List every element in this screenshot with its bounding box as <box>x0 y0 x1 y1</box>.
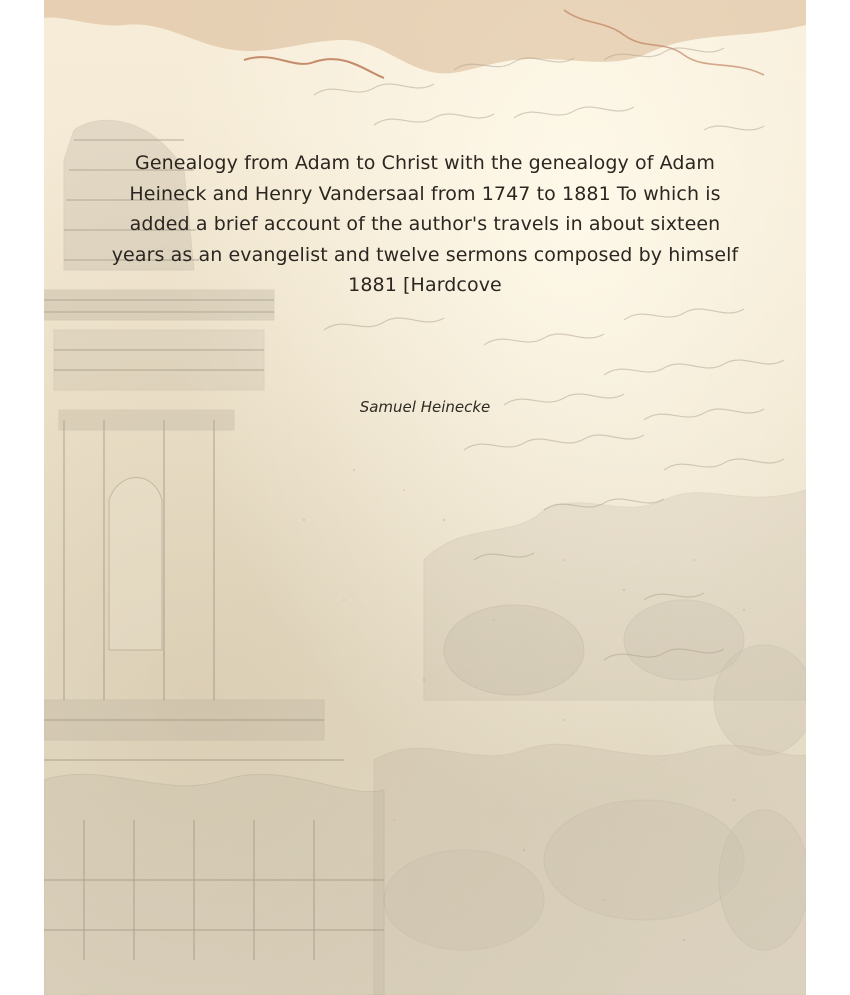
book-title: Genealogy from Adam to Christ with the genealogy of Adam Heineck and Henry Vandersaal from 1747 to 1881 To which is added a brief account of the author's travels in about sixteen years as an evangelist and twelve sermons composed by himself 1881 [Hardcove <box>111 152 739 296</box>
book-author: Samuel Heinecke <box>359 398 491 416</box>
book-cover <box>44 0 806 995</box>
title-block <box>104 148 746 301</box>
